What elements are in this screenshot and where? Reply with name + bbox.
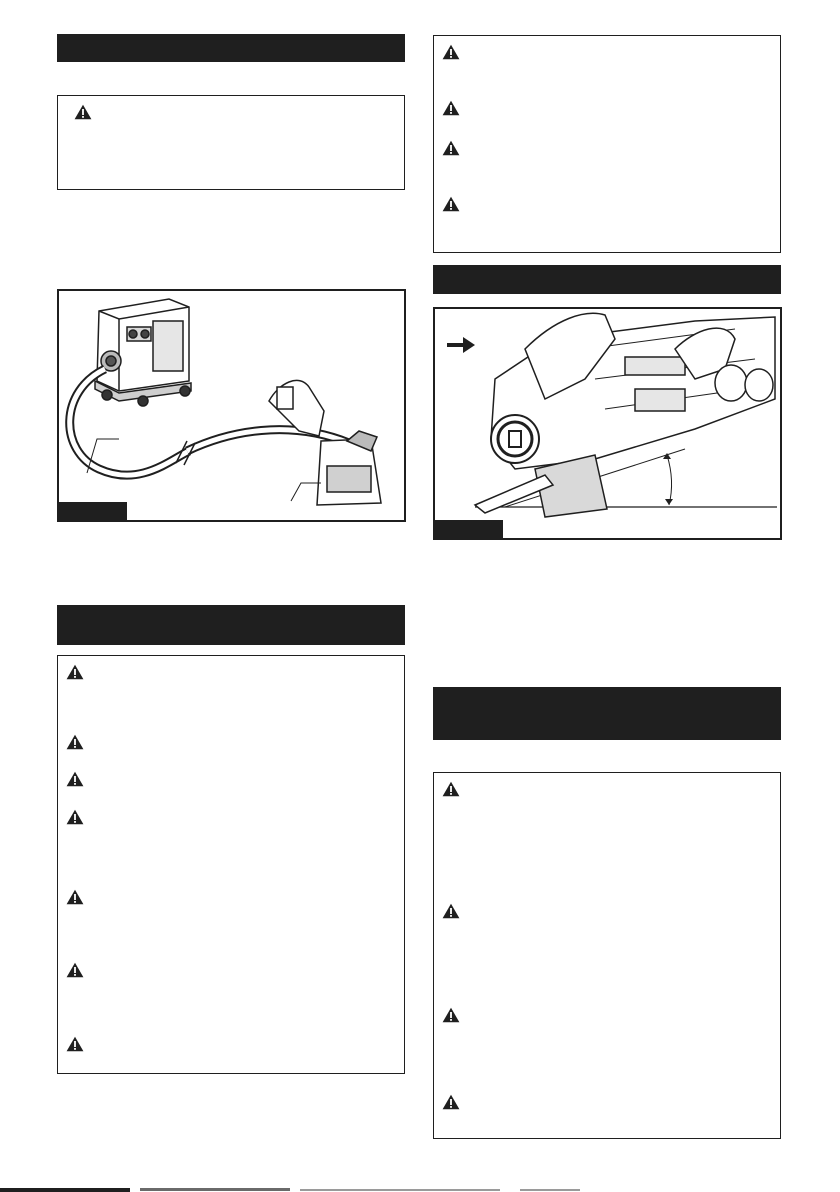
section-1-warning-box — [57, 95, 405, 190]
warning-icon — [66, 1036, 84, 1052]
warning-icon — [442, 781, 460, 797]
warning-icon — [66, 962, 84, 978]
warning-icon — [66, 771, 84, 787]
warning-icon — [442, 44, 460, 60]
section-1-header-bar — [57, 34, 405, 62]
warning-icon — [66, 734, 84, 750]
figure-1-label — [59, 502, 127, 520]
section-2-header-bar — [57, 605, 405, 645]
warning-icon — [66, 664, 84, 680]
figure-2-label — [435, 520, 503, 538]
top-warning-box — [433, 35, 781, 253]
figure-1-vacuum-hose — [57, 289, 406, 522]
vacuum-cleaner-illustration — [59, 291, 404, 520]
section-2-warning-box — [57, 655, 405, 1074]
warning-icon — [442, 196, 460, 212]
section-4-header-bar — [433, 687, 781, 740]
warning-icon — [74, 104, 92, 120]
warning-icon — [66, 889, 84, 905]
warning-icon — [442, 1094, 460, 1110]
warning-icon — [442, 1007, 460, 1023]
warning-icon — [66, 809, 84, 825]
warning-icon — [442, 140, 460, 156]
warning-icon — [442, 903, 460, 919]
figure-2-cutting-angle — [433, 307, 782, 540]
cropped-footer-strip — [0, 1186, 840, 1192]
cutter-angle-illustration — [435, 309, 780, 538]
section-3-header-bar — [433, 265, 781, 294]
section-4-warning-box — [433, 772, 781, 1139]
warning-icon — [442, 100, 460, 116]
